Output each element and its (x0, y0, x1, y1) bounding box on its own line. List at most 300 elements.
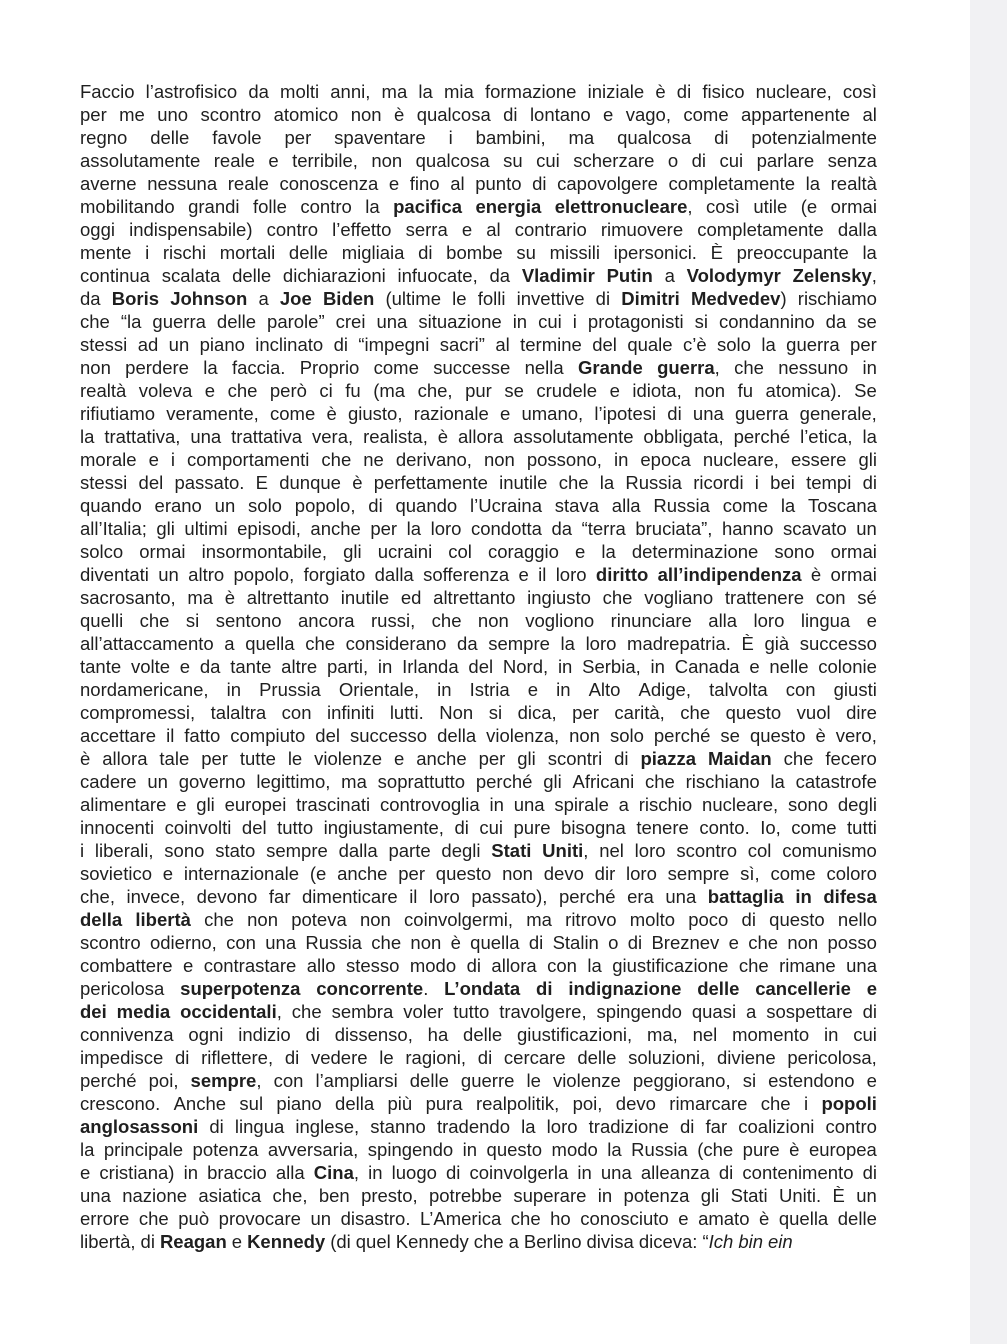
word: e (603, 104, 614, 125)
word: Prussia (259, 679, 321, 700)
word: con (547, 955, 577, 976)
word: più (387, 1093, 413, 1114)
word: fino (409, 173, 440, 194)
word: è (450, 932, 461, 953)
word: i (572, 311, 577, 332)
word: “Ich (702, 1231, 734, 1252)
word: che (227, 380, 258, 401)
word: Irlanda (402, 656, 459, 677)
word: ricordi (693, 472, 744, 493)
word: e (728, 932, 739, 953)
word: di (209, 1116, 224, 1137)
word: dimenticare (302, 886, 398, 907)
word: gli (343, 541, 362, 562)
word: degli (441, 840, 481, 861)
word: tradendo (436, 1116, 511, 1137)
word: ogni (188, 1024, 224, 1045)
word: connivenza (80, 1024, 174, 1045)
word: in (556, 679, 571, 700)
word: questo (749, 725, 806, 746)
word: allora (491, 955, 537, 976)
word: Vladimir (521, 265, 595, 286)
text-line (80, 448, 877, 471)
word: che (305, 633, 336, 654)
word: e (388, 173, 400, 194)
word: rischiamo (797, 288, 877, 309)
word: è (759, 1208, 770, 1229)
word: alla (611, 495, 641, 516)
word: Stati (730, 1185, 768, 1206)
word: carità, (614, 702, 665, 723)
word: accettare (80, 725, 157, 746)
word: di (714, 127, 729, 148)
word: non (483, 449, 515, 470)
word: loro (626, 863, 657, 884)
word: e (268, 150, 279, 171)
word: dei (80, 1001, 107, 1022)
text-line (80, 678, 877, 701)
word: e (866, 1070, 877, 1091)
word: tutti (847, 817, 877, 838)
word: che (138, 1208, 169, 1229)
word: (che (697, 1139, 734, 1160)
word: sospettare (766, 1001, 853, 1022)
word: la (761, 334, 776, 355)
word: l’effetto (332, 219, 392, 240)
word: la (805, 173, 821, 194)
word: gli (517, 748, 536, 769)
word: scherzare (573, 150, 655, 171)
word: su (503, 150, 523, 171)
word: oggi (80, 219, 115, 240)
word: che (321, 449, 352, 470)
word: una (665, 886, 697, 907)
word: far (268, 886, 291, 907)
word: lingua (800, 610, 851, 631)
word: dalla (338, 840, 378, 861)
word: fisico (702, 81, 745, 102)
word: spirale (554, 794, 609, 815)
word: come (683, 104, 729, 125)
word: che (680, 702, 711, 723)
word: utile (753, 196, 788, 217)
word: una (846, 955, 877, 976)
word: la (203, 357, 218, 378)
word: non (80, 357, 111, 378)
text-line (80, 195, 877, 218)
text-line (80, 241, 877, 264)
text-line (80, 632, 877, 655)
word: potenza (623, 1185, 690, 1206)
word: poteva (291, 909, 347, 930)
word: delle (463, 1024, 503, 1045)
word: comportamenti (187, 449, 310, 470)
word: e (749, 656, 760, 677)
word: loro (430, 518, 462, 539)
word: catastrofe (795, 771, 877, 792)
word: in (577, 1162, 592, 1183)
word: iniziale (587, 81, 645, 102)
word: stessi (80, 334, 128, 355)
word: è (352, 472, 363, 493)
word: è (437, 426, 449, 447)
word: solo (717, 334, 751, 355)
word: come (373, 357, 419, 378)
word: violenze (552, 1070, 621, 1091)
word: e (148, 449, 159, 470)
word: crescono. (80, 1093, 161, 1114)
word: Russia (653, 495, 710, 516)
word: guerra (734, 403, 789, 424)
word: delle (216, 311, 257, 332)
text-line (80, 310, 877, 333)
word: di (284, 1047, 300, 1068)
text-line (80, 149, 877, 172)
text-line (80, 609, 877, 632)
word: i (80, 840, 85, 861)
word: me (119, 104, 145, 125)
word: faccia. (231, 357, 286, 378)
word: successo (349, 725, 428, 746)
word: perdere (125, 357, 189, 378)
text-line (80, 402, 877, 425)
word: perché (653, 725, 711, 746)
word: “impegni (358, 334, 430, 355)
word: talvolta (709, 679, 768, 700)
word: in (462, 1139, 478, 1160)
word: Adige, (638, 679, 691, 700)
word: hanno (721, 518, 774, 539)
word: amato (698, 1208, 750, 1229)
word: modo (409, 955, 457, 976)
word: grandi (188, 196, 240, 217)
word: anni, (330, 81, 371, 102)
word: ha (427, 1024, 449, 1045)
word: contrastare (203, 955, 297, 976)
word: veramente, (166, 403, 259, 424)
word: L’ondata (444, 978, 521, 999)
word: la (80, 426, 95, 447)
word: allo (306, 955, 336, 976)
word: Toscana (808, 495, 877, 516)
word: condannino (718, 311, 815, 332)
word: di (333, 334, 348, 355)
word: devono (196, 886, 258, 907)
word: divisa (586, 1231, 634, 1252)
word: la (607, 1139, 622, 1160)
word: di (454, 817, 469, 838)
word: (di (330, 1231, 351, 1252)
word: (e (309, 863, 327, 884)
word: se (720, 725, 740, 746)
word: uno (157, 104, 189, 125)
text-line (80, 333, 877, 356)
word: completamente (668, 173, 796, 194)
word: che (558, 472, 589, 493)
word: del (241, 817, 267, 838)
word: l’etica, (800, 426, 853, 447)
word: reale (213, 150, 255, 171)
word: Orientale, (338, 679, 420, 700)
word: riflettere, (201, 1047, 274, 1068)
word: un (158, 564, 179, 585)
word: la (365, 196, 380, 217)
word: come (270, 403, 316, 424)
word: che (760, 1093, 791, 1114)
word: vago, (625, 104, 671, 125)
word: successo (799, 633, 877, 654)
word: che (291, 1001, 322, 1022)
word: Nord, (502, 656, 549, 677)
word: considerano (345, 633, 447, 654)
word: E (255, 472, 268, 493)
word: non (694, 380, 726, 401)
text-line (80, 126, 877, 149)
text-line (80, 977, 877, 1000)
word: e (231, 1231, 243, 1252)
word: rischio (638, 794, 693, 815)
text-line (80, 356, 877, 379)
word: di (140, 1231, 155, 1252)
word: quella (778, 1208, 829, 1229)
word: dissenso, (334, 1024, 413, 1045)
word: altre (281, 656, 318, 677)
word: rimane (779, 955, 836, 976)
word: perché (80, 1070, 137, 1091)
word: o (667, 150, 679, 171)
word: bin (738, 1231, 764, 1252)
word: terribile, (292, 150, 358, 171)
word: e (162, 863, 174, 884)
word: potenza (192, 1139, 259, 1160)
word: contro (825, 1116, 877, 1137)
word: qualcosa (415, 150, 490, 171)
word: quando (395, 495, 458, 516)
word: ho (550, 1208, 571, 1229)
word: da (825, 311, 847, 332)
word: realtà (830, 173, 877, 194)
word: Africani (572, 771, 635, 792)
word: generale, (799, 403, 877, 424)
word: dir (594, 863, 616, 884)
word: col (448, 541, 472, 562)
word: di (368, 495, 383, 516)
word: allora (102, 748, 148, 769)
text-line (80, 724, 877, 747)
word: cercare (503, 1047, 566, 1068)
word: era (627, 886, 654, 907)
word: o (608, 932, 619, 953)
word: presto, (361, 1185, 418, 1206)
word: può (178, 1208, 210, 1229)
word: conto. (699, 817, 750, 838)
word: di (595, 288, 611, 309)
word: fecero (825, 748, 877, 769)
word: non (410, 932, 442, 953)
word: ben (318, 1185, 350, 1206)
word: scontro (200, 104, 262, 125)
text-line (80, 1161, 877, 1184)
word: umano, (521, 403, 584, 424)
word: e (179, 656, 191, 677)
word: non (502, 863, 533, 884)
text-line (80, 1000, 877, 1023)
word: tutto (453, 1001, 490, 1022)
word: di (680, 1116, 695, 1137)
word: rimuovere (600, 219, 684, 240)
word: reale (227, 173, 269, 194)
word: fu (345, 380, 361, 401)
word: per (398, 863, 425, 884)
word: coinvolgermi, (404, 909, 514, 930)
word: se (857, 311, 877, 332)
text-line (80, 471, 877, 494)
word: “la (120, 311, 142, 332)
word: la (406, 518, 422, 539)
word: Maidan (707, 748, 772, 769)
word: difesa (823, 886, 877, 907)
word: Russia (631, 1139, 688, 1160)
word: perché (475, 771, 533, 792)
word: sono (774, 541, 815, 562)
word: morale (80, 449, 137, 470)
word: nazione (122, 1185, 188, 1206)
word: per (284, 127, 312, 148)
word: stessi (80, 472, 128, 493)
word: ma, (646, 1024, 678, 1045)
word: anche (416, 748, 467, 769)
text-line (80, 425, 877, 448)
word: di (741, 909, 756, 930)
word: non (371, 150, 403, 171)
text-line (80, 1138, 877, 1161)
word: cadere (80, 771, 137, 792)
word: del (315, 725, 340, 746)
word: pericolosa, (787, 1047, 877, 1068)
word: tutto (277, 817, 314, 838)
word: è (394, 104, 405, 125)
word: devo (615, 1093, 656, 1114)
word: una (190, 426, 222, 447)
word: loro (585, 633, 617, 654)
word: che, (417, 380, 453, 401)
word: sentono (215, 610, 282, 631)
word: delle (577, 1047, 617, 1068)
word: odierno, (149, 932, 217, 953)
word: altro (188, 564, 225, 585)
word: ragioni, (405, 1047, 467, 1068)
word: già (764, 633, 790, 654)
word: violenza, (486, 725, 560, 746)
word: lontano (529, 104, 591, 125)
word: quale (627, 334, 673, 355)
word: Biden (322, 288, 375, 309)
text-line (80, 816, 877, 839)
word: da (489, 265, 511, 286)
word: guerra, (657, 357, 720, 378)
word: quel (355, 1231, 391, 1252)
word: Uniti. (779, 1185, 822, 1206)
word: Se (854, 380, 877, 401)
word: pure (742, 1139, 780, 1160)
word: bambini, (475, 127, 546, 148)
word: nordamericane, (80, 679, 209, 700)
word: di (418, 242, 433, 263)
word: vero, (835, 725, 877, 746)
word: asiatica (198, 1185, 262, 1206)
word: talaltra (210, 702, 267, 723)
word: delle (232, 265, 272, 286)
word: non (477, 610, 509, 631)
word: braccio (207, 1162, 267, 1183)
word: ed (400, 587, 422, 608)
word: una (376, 311, 408, 332)
word: tale (159, 748, 190, 769)
word: averne (80, 173, 137, 194)
word: dalla (837, 219, 877, 240)
word: quelli (80, 610, 124, 631)
word: le (452, 288, 467, 309)
word: Medvedev) (690, 288, 787, 309)
word: l’ampliarsi (315, 1070, 398, 1091)
word: completamente (697, 219, 824, 240)
word: pericolosa (80, 978, 165, 999)
word: ma (341, 771, 367, 792)
text-line (80, 563, 877, 586)
word: Faccio (80, 81, 135, 102)
word: nessuna (147, 173, 218, 194)
word: coraggio (487, 541, 559, 562)
word: al (450, 173, 465, 194)
scrollbar-gutter[interactable] (970, 0, 1007, 1344)
word: che (734, 357, 764, 378)
word: comunismo (782, 840, 877, 861)
word: guerre (460, 1070, 515, 1091)
word: di (862, 1001, 877, 1022)
word: cancellerie (755, 978, 851, 999)
word: la (521, 1116, 536, 1137)
text-line (80, 931, 877, 954)
word: folli (477, 288, 506, 309)
word: di (676, 81, 692, 102)
word: stesso (345, 955, 400, 976)
word: tradizione (588, 1116, 669, 1137)
word: il (538, 564, 547, 585)
word: tenere (636, 817, 689, 838)
word: con (273, 1070, 304, 1091)
word: che, (272, 1185, 308, 1206)
word: parole” (267, 311, 325, 332)
word: innocenti (80, 817, 155, 838)
word: quando (80, 495, 142, 516)
word: le (287, 748, 303, 769)
word: Russia (305, 932, 362, 953)
word: popoli (821, 1093, 877, 1114)
word: i (754, 472, 759, 493)
word: la (599, 472, 615, 493)
word: soluzioni, (628, 1047, 706, 1068)
word: guerra (152, 311, 206, 332)
word: in (824, 1024, 839, 1045)
word: questo (725, 702, 782, 723)
word: indizio (238, 1024, 291, 1045)
text-line (80, 1069, 877, 1092)
word: missili (549, 242, 600, 263)
text-line (80, 103, 877, 126)
word: tante (230, 656, 272, 677)
word: lingua (234, 1116, 285, 1137)
word: come (770, 863, 816, 884)
